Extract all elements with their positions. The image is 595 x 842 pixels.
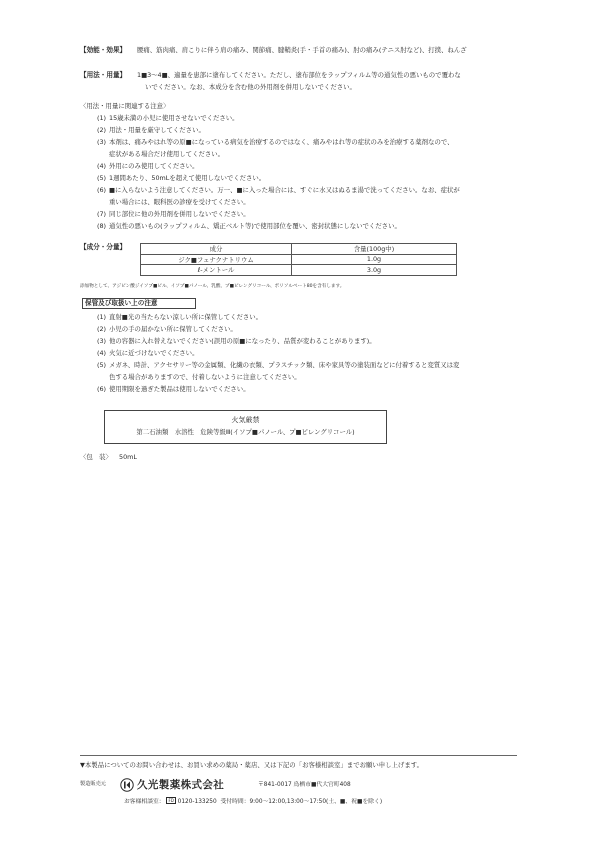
note-item-6 — [97, 186, 460, 194]
storage-text: 他の容器に入れ替えないでください(誤用の原■になったり、品質が変わることがあります)。 — [109, 337, 376, 345]
amount-cell: 3.0g — [292, 265, 457, 276]
note-item-1 — [97, 114, 239, 122]
note-num: (3) — [97, 138, 107, 146]
usage-label: 【用法・用量】 — [80, 71, 127, 79]
contact-label: お客様相談室： — [124, 799, 165, 805]
composition-label: 【成分・分量】 — [80, 243, 127, 251]
company-address: 〒841-0017 鳥栖市■代大官町408 — [258, 782, 351, 788]
storage-item-4 — [97, 349, 198, 357]
contact-line — [124, 797, 382, 806]
package-label: 〈包 装〉 — [80, 453, 112, 461]
note-text: 本剤は、痛みやはれ等の原■になっている病気を治療するのではなく、痛みやはれ等の症状のみを治療する薬剤なので、 — [109, 138, 454, 146]
note-num: (2) — [97, 126, 107, 134]
table-row — [141, 265, 457, 276]
storage-num: (4) — [97, 349, 107, 357]
storage-header: 保管及び取扱い上の注意 — [85, 298, 158, 307]
storage-item-5 — [97, 361, 459, 369]
note-num: (1) — [97, 114, 107, 122]
composition-additives: 添加物として、アジピン酸ジイソプ■ピル、イソプ■パノール、乳酸、プ■ピレングリコール、ポリソルベート80を含有します。 — [80, 284, 345, 289]
footer-divider — [80, 755, 517, 756]
storage-item-1 — [97, 313, 262, 321]
storage-text: メガネ、時計、アクセサリー等の金属類、化繊の衣類、プラスチック類、床や家具等の塗装面などに付着すると変質又は変 — [109, 361, 460, 369]
storage-num: (3) — [97, 337, 107, 345]
note-item-8 — [97, 222, 401, 230]
storage-num: (5) — [97, 361, 107, 369]
company-name: 久光製薬株式会社 — [137, 779, 225, 791]
note-item-3-cont: 症状がある場合だけ使用してください。 — [109, 150, 225, 158]
ingredient-cell: ジク■フェナクナトリウム — [141, 254, 292, 265]
composition-header-amount: 含量(100g中) — [292, 244, 457, 255]
fire-warning-title: 火気厳禁 — [231, 416, 260, 424]
note-item-6-cont: 重い場合には、眼科医の診療を受けてください。 — [109, 198, 250, 206]
note-num: (7) — [97, 210, 107, 218]
inquiry-text: ▼本製品についてのお問い合わせは、お買い求めの薬局・薬店、又は下記の「お客様相談室」までお願い申し上げます。 — [80, 761, 423, 769]
note-text: 外用にのみ使用してください。 — [109, 162, 199, 170]
contact-hours: 受付時間：9:00～12:00,13:00～17:50(土、■、祝■を除く) — [220, 799, 383, 805]
note-text: 1週間あたり、50mLを超えて使用しないでください。 — [109, 174, 266, 182]
note-item-2 — [97, 126, 205, 134]
effects-label: 【効能・効果】 — [80, 46, 127, 54]
composition-header-row — [141, 244, 457, 255]
note-item-4 — [97, 162, 198, 170]
storage-item-6 — [97, 385, 250, 393]
effects-text: 腰痛、筋肉痛、肩こりに伴う肩の痛み、関節痛、腱鞘炎(手・手首の痛み)、肘の痛み(テニス肘など)、打撲、ねんざ — [137, 46, 467, 54]
freedial-icon: FD — [168, 798, 174, 803]
fire-warning-body: 第二石油類 水溶性 危険等級Ⅲ(イソプ■パノール、プ■ピレングリコール) — [136, 428, 355, 436]
note-text: 同じ部位に他の外用剤を併用しないでください。 — [109, 210, 250, 218]
storage-item-3 — [97, 337, 376, 345]
notes-header: 〈用法・用量に関連する注意〉 — [80, 102, 170, 110]
ingredient-cell: ℓ-メントール — [141, 265, 292, 276]
note-item-3 — [97, 138, 453, 146]
note-item-5 — [97, 174, 265, 182]
storage-text: 火気に近づけないでください。 — [109, 349, 199, 357]
note-text: 用法・用量を厳守してください。 — [109, 126, 205, 134]
storage-text: 直射■光の当たらない涼しい所に保管してください。 — [109, 313, 263, 321]
storage-num: (6) — [97, 385, 107, 393]
contact-phone: 0120-133250 — [177, 799, 217, 805]
storage-item-5-cont: 色する場合がありますので、付着しないように注意してください。 — [109, 373, 301, 381]
storage-text: 使用期限を過ぎた製品は使用しないでください。 — [109, 385, 250, 393]
composition-header-ingredient: 成分 — [141, 244, 292, 255]
usage-line-2: いでください。なお、本成分を含む他の外用剤を併用しないでください。 — [145, 83, 356, 91]
note-num: (8) — [97, 222, 107, 230]
note-text: ■に入らないよう注意してください。万一、■に入った場合には、すぐに水又はぬるま湯で洗ってください。なお、症状が — [109, 186, 460, 194]
company-logo-icon — [120, 778, 134, 792]
note-num: (6) — [97, 186, 107, 194]
storage-item-2 — [97, 325, 237, 333]
storage-text: 小児の手の届かない所に保管してください。 — [109, 325, 237, 333]
fire-warning-box — [104, 410, 387, 444]
note-text: 15歳未満の小児に使用させないでください。 — [109, 114, 239, 122]
note-item-7 — [97, 210, 250, 218]
package-value: 50mL — [119, 453, 137, 461]
composition-table — [140, 243, 457, 276]
table-row — [141, 254, 457, 265]
note-text: 通気性の悪いもの(ラップフィルム、矯正ベルト等)で使用部位を覆い、密封状態にしないでください。 — [109, 222, 401, 230]
usage-line-1: 1■3～4■、適量を患部に塗布してください。ただし、塗布部位をラップフィルム等の通気性の悪いもので覆わな — [137, 71, 461, 79]
note-num: (5) — [97, 174, 107, 182]
seller-label: 製造販売元 — [80, 781, 106, 787]
amount-cell: 1.0g — [292, 254, 457, 265]
storage-num: (2) — [97, 325, 107, 333]
note-num: (4) — [97, 162, 107, 170]
storage-num: (1) — [97, 313, 107, 321]
